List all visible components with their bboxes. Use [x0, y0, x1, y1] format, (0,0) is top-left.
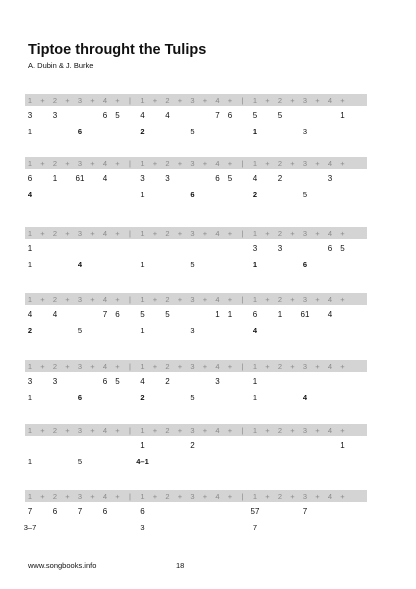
beat-label: + [90, 361, 95, 371]
beat-label: + [65, 491, 70, 501]
beat-label: + [115, 228, 120, 238]
beat-label: + [90, 425, 95, 435]
beat-label: + [152, 294, 158, 304]
chord-number: 1 [27, 260, 33, 269]
beat-label: + [90, 294, 95, 304]
beat-label: + [177, 425, 183, 435]
melody-note: 2 [277, 174, 283, 183]
beat-label: + [265, 158, 270, 168]
beat-label: + [152, 95, 158, 105]
chord-number: 3–7 [23, 523, 37, 532]
melody-note: 3 [277, 244, 283, 253]
beat-label: + [152, 228, 158, 238]
melody-note: 3 [165, 174, 170, 183]
beat-label: 4 [102, 228, 108, 238]
beat-label: 2 [52, 95, 58, 105]
chord-number: 7 [252, 523, 258, 532]
chord-number: 2 [140, 393, 145, 402]
beat-label: + [152, 361, 158, 371]
melody-note: 1 [340, 111, 345, 120]
beat-label: + [115, 425, 120, 435]
beat-label: 4 [102, 425, 108, 435]
beat-label: + [90, 95, 95, 105]
beat-label: 1 [252, 294, 258, 304]
chord-number: 4–1 [136, 457, 149, 466]
beat-label: 4 [215, 361, 220, 371]
beat-label: + [90, 228, 95, 238]
melody-note: 6 [115, 310, 120, 319]
beat-label: + [315, 425, 320, 435]
beat-label: + [340, 158, 345, 168]
chord-number: 6 [190, 190, 195, 199]
beat-label: + [40, 361, 45, 371]
chord-number: 2 [140, 127, 145, 136]
beat-label: 1 [140, 95, 145, 105]
chord-number: 2 [27, 326, 33, 335]
melody-note: 5 [140, 310, 145, 319]
beat-label: + [202, 228, 208, 238]
melody-note: 61 [75, 174, 85, 183]
beat-label: + [290, 491, 295, 501]
beat-label: + [227, 425, 233, 435]
beat-label: + [177, 158, 183, 168]
beat-label: 1 [252, 228, 258, 238]
beat-label: 4 [327, 95, 333, 105]
beat-label: 2 [52, 491, 58, 501]
beat-label: 1 [252, 491, 258, 501]
chord-number: 5 [190, 393, 195, 402]
beat-label: 1 [27, 95, 33, 105]
beat-label: 1 [252, 158, 258, 168]
beat-label: + [227, 95, 233, 105]
beat-label: + [265, 228, 270, 238]
melody-note: 1 [215, 310, 220, 319]
beat-label: 3 [302, 361, 308, 371]
beat-label: 3 [190, 361, 195, 371]
chord-number: 1 [140, 326, 145, 335]
melody-note: 3 [327, 174, 333, 183]
beat-label: + [290, 228, 295, 238]
beat-label: + [265, 95, 270, 105]
tab-system [25, 157, 367, 227]
beat-label: 4 [215, 228, 220, 238]
tab-system [25, 490, 367, 560]
chord-number: 1 [27, 393, 33, 402]
melody-note: 4 [52, 310, 58, 319]
beat-label: 2 [165, 294, 170, 304]
beat-label: 3 [190, 228, 195, 238]
melody-note: 6 [140, 507, 145, 516]
beat-label: 2 [277, 491, 283, 501]
beat-label: 2 [165, 158, 170, 168]
beat-label: 1 [252, 95, 258, 105]
melody-note: 6 [252, 310, 258, 319]
beat-label: 1 [140, 228, 145, 238]
beat-label: + [265, 425, 270, 435]
beat-label: 2 [52, 361, 58, 371]
beat-label: 4 [327, 425, 333, 435]
chord-number: 4 [252, 326, 258, 335]
beat-label: + [65, 294, 70, 304]
beat-label: + [290, 361, 295, 371]
beat-label: 4 [102, 294, 108, 304]
beat-label: 1 [140, 425, 145, 435]
beat-label: | [241, 228, 244, 238]
beat-label: + [340, 491, 345, 501]
beat-label: | [241, 95, 244, 105]
chord-number: 6 [77, 393, 83, 402]
beat-label: 2 [277, 95, 283, 105]
melody-note: 6 [102, 507, 108, 516]
beat-label: + [40, 425, 45, 435]
beat-label: + [265, 491, 270, 501]
beat-label: | [129, 425, 131, 435]
beat-label: 4 [215, 158, 220, 168]
beat-label: 3 [190, 158, 195, 168]
chord-number: 1 [27, 457, 33, 466]
beat-label: 3 [302, 425, 308, 435]
melody-note: 3 [215, 377, 220, 386]
beat-label: + [115, 361, 120, 371]
beat-label: + [315, 158, 320, 168]
chord-number: 1 [140, 190, 145, 199]
chord-number: 4 [77, 260, 83, 269]
chord-number: 1 [252, 393, 258, 402]
beat-label: + [227, 361, 233, 371]
chord-number: 6 [302, 260, 308, 269]
beat-label: + [265, 294, 270, 304]
melody-note: 3 [252, 244, 258, 253]
beat-label: 1 [140, 158, 145, 168]
melody-note: 6 [327, 244, 333, 253]
beat-label: 3 [77, 294, 83, 304]
beat-label: + [65, 95, 70, 105]
beat-label: | [129, 228, 131, 238]
beat-label: 1 [27, 228, 33, 238]
melody-note: 6 [227, 111, 233, 120]
beat-label: 2 [52, 228, 58, 238]
chord-number: 1 [140, 260, 145, 269]
melody-note: 1 [140, 441, 145, 450]
beat-label: + [177, 95, 183, 105]
beat-label: 4 [102, 361, 108, 371]
melody-note: 5 [277, 111, 283, 120]
beat-label: + [340, 228, 345, 238]
melody-note: 3 [52, 377, 58, 386]
chord-number: 5 [190, 127, 195, 136]
footer-website: www.songbooks.info [28, 561, 97, 570]
beat-label: 2 [277, 228, 283, 238]
beat-label: 4 [215, 425, 220, 435]
chord-number: 4 [302, 393, 308, 402]
beat-label: + [40, 95, 45, 105]
beat-label: + [177, 361, 183, 371]
beat-label: 4 [215, 95, 220, 105]
beat-label: | [129, 95, 131, 105]
beat-label: + [340, 361, 345, 371]
beat-label: 3 [190, 491, 195, 501]
melody-note: 4 [27, 310, 33, 319]
beat-label: 1 [140, 491, 145, 501]
beat-label: 3 [302, 228, 308, 238]
beat-label: + [152, 491, 158, 501]
beat-label: 3 [302, 491, 308, 501]
melody-note: 4 [252, 174, 258, 183]
chord-number: 3 [140, 523, 145, 532]
beat-label: 1 [27, 425, 33, 435]
beat-label: | [241, 491, 244, 501]
tab-system [25, 227, 367, 297]
melody-note: 7 [302, 507, 308, 516]
beat-label: 2 [165, 425, 170, 435]
beat-label: + [315, 361, 320, 371]
beat-label: 3 [77, 228, 83, 238]
beat-label: + [290, 158, 295, 168]
beat-label: 4 [327, 158, 333, 168]
beat-label: 4 [327, 294, 333, 304]
beat-label: | [129, 361, 131, 371]
beat-label: + [202, 425, 208, 435]
melody-note: 1 [252, 377, 258, 386]
melody-note: 6 [215, 174, 220, 183]
melody-note: 6 [52, 507, 58, 516]
beat-label: 4 [102, 158, 108, 168]
beat-label: + [65, 361, 70, 371]
beat-label: 2 [52, 294, 58, 304]
beat-label: + [340, 425, 345, 435]
beat-label: | [241, 158, 244, 168]
beat-label: + [315, 491, 320, 501]
beat-label: + [115, 491, 120, 501]
chord-number: 5 [77, 457, 83, 466]
beat-label: 3 [302, 294, 308, 304]
chord-number: 1 [27, 127, 33, 136]
chord-number: 6 [77, 127, 83, 136]
beat-label: + [90, 491, 95, 501]
melody-note: 5 [340, 244, 345, 253]
melody-note: 7 [215, 111, 220, 120]
chord-number: 5 [77, 326, 83, 335]
beat-label: 1 [252, 361, 258, 371]
beat-label: + [65, 425, 70, 435]
beat-label: 1 [27, 491, 33, 501]
tab-system [25, 94, 367, 164]
page-number: 18 [176, 561, 185, 570]
tab-system [25, 293, 367, 363]
melody-note: 7 [77, 507, 83, 516]
beat-label: 2 [277, 294, 283, 304]
chord-number: 5 [190, 260, 195, 269]
beat-label: 3 [302, 158, 308, 168]
beat-label: + [177, 294, 183, 304]
chord-number: 2 [252, 190, 258, 199]
beat-label: + [340, 95, 345, 105]
melody-note: 2 [165, 377, 170, 386]
tab-system [25, 424, 367, 494]
beat-label: 4 [102, 491, 108, 501]
melody-note: 7 [102, 310, 108, 319]
beat-label: 3 [77, 158, 83, 168]
melody-note: 6 [27, 174, 33, 183]
tab-system [25, 360, 367, 430]
beat-label: + [227, 491, 233, 501]
beat-label: 3 [302, 95, 308, 105]
beat-label: + [265, 361, 270, 371]
melody-note: 3 [27, 111, 33, 120]
melody-note: 5 [227, 174, 233, 183]
beat-label: + [65, 158, 70, 168]
beat-label: | [241, 425, 244, 435]
melody-note: 5 [252, 111, 258, 120]
melody-note: 1 [227, 310, 233, 319]
melody-note: 1 [52, 174, 58, 183]
melody-note: 5 [115, 111, 120, 120]
beat-label: 2 [277, 158, 283, 168]
beat-label: + [90, 158, 95, 168]
beat-label: + [115, 158, 120, 168]
beat-label: 3 [77, 491, 83, 501]
beat-label: + [40, 228, 45, 238]
beat-label: + [40, 294, 45, 304]
beat-label: + [202, 158, 208, 168]
beat-label: 1 [27, 361, 33, 371]
chord-number: 5 [302, 190, 308, 199]
melody-note: 2 [190, 441, 195, 450]
melody-note: 4 [327, 310, 333, 319]
beat-label: 2 [52, 158, 58, 168]
beat-label: + [177, 491, 183, 501]
beat-label: 1 [140, 361, 145, 371]
song-title: Tiptoe throught the Tulips [28, 42, 207, 58]
beat-label: | [241, 294, 244, 304]
beat-label: 3 [190, 95, 195, 105]
melody-note: 6 [102, 111, 108, 120]
beat-label: + [315, 294, 320, 304]
beat-label: 3 [190, 294, 195, 304]
beat-label: + [290, 294, 295, 304]
beat-label: + [40, 158, 45, 168]
beat-label: 4 [215, 294, 220, 304]
beat-label: + [202, 491, 208, 501]
beat-label: + [152, 425, 158, 435]
beat-label: 3 [77, 425, 83, 435]
chord-number: 3 [302, 127, 308, 136]
beat-label: + [115, 95, 120, 105]
beat-label: + [315, 95, 320, 105]
beat-label: + [227, 158, 233, 168]
melody-note: 6 [102, 377, 108, 386]
beat-label: 2 [165, 228, 170, 238]
melody-note: 5 [115, 377, 120, 386]
beat-label: + [152, 158, 158, 168]
beat-label: + [202, 95, 208, 105]
beat-label: | [129, 294, 131, 304]
melody-note: 3 [27, 377, 33, 386]
beat-label: 3 [77, 95, 83, 105]
beat-label: 1 [27, 294, 33, 304]
beat-label: 2 [277, 425, 283, 435]
beat-label: + [290, 95, 295, 105]
beat-label: + [340, 294, 345, 304]
beat-label: 3 [77, 361, 83, 371]
beat-label: 4 [327, 228, 333, 238]
beat-label: 1 [140, 294, 145, 304]
melody-note: 4 [102, 174, 108, 183]
beat-label: 2 [165, 95, 170, 105]
melody-note: 1 [277, 310, 283, 319]
melody-note: 1 [340, 441, 345, 450]
beat-label: 1 [27, 158, 33, 168]
beat-label: + [227, 294, 233, 304]
melody-note: 4 [140, 111, 145, 120]
beat-label: | [129, 158, 131, 168]
beat-label: + [40, 491, 45, 501]
beat-label: 2 [165, 491, 170, 501]
melody-note: 3 [140, 174, 145, 183]
beat-label: 2 [165, 361, 170, 371]
beat-label: | [129, 491, 131, 501]
melody-note: 4 [140, 377, 145, 386]
beat-label: + [315, 228, 320, 238]
beat-label: 2 [277, 361, 283, 371]
chord-number: 1 [252, 260, 258, 269]
beat-label: 4 [327, 361, 333, 371]
beat-label: + [290, 425, 295, 435]
melody-note: 61 [300, 310, 310, 319]
beat-label: + [115, 294, 120, 304]
melody-note: 4 [165, 111, 170, 120]
melody-note: 5 [165, 310, 170, 319]
beat-label: + [202, 361, 208, 371]
melody-note: 1 [27, 244, 33, 253]
beat-label: 4 [102, 95, 108, 105]
beat-label: 4 [215, 491, 220, 501]
melody-note: 7 [27, 507, 33, 516]
beat-label: | [241, 361, 244, 371]
beat-label: + [227, 228, 233, 238]
chord-number: 3 [190, 326, 195, 335]
beat-label: 4 [327, 491, 333, 501]
beat-label: + [202, 294, 208, 304]
beat-label: + [65, 228, 70, 238]
chord-number: 1 [252, 127, 258, 136]
beat-label: 2 [52, 425, 58, 435]
chord-number: 4 [27, 190, 33, 199]
beat-label: 3 [190, 425, 195, 435]
beat-label: + [177, 228, 183, 238]
beat-label: 1 [252, 425, 258, 435]
song-authors: A. Dubin & J. Burke [28, 61, 94, 70]
melody-note: 57 [250, 507, 260, 516]
melody-note: 3 [52, 111, 58, 120]
